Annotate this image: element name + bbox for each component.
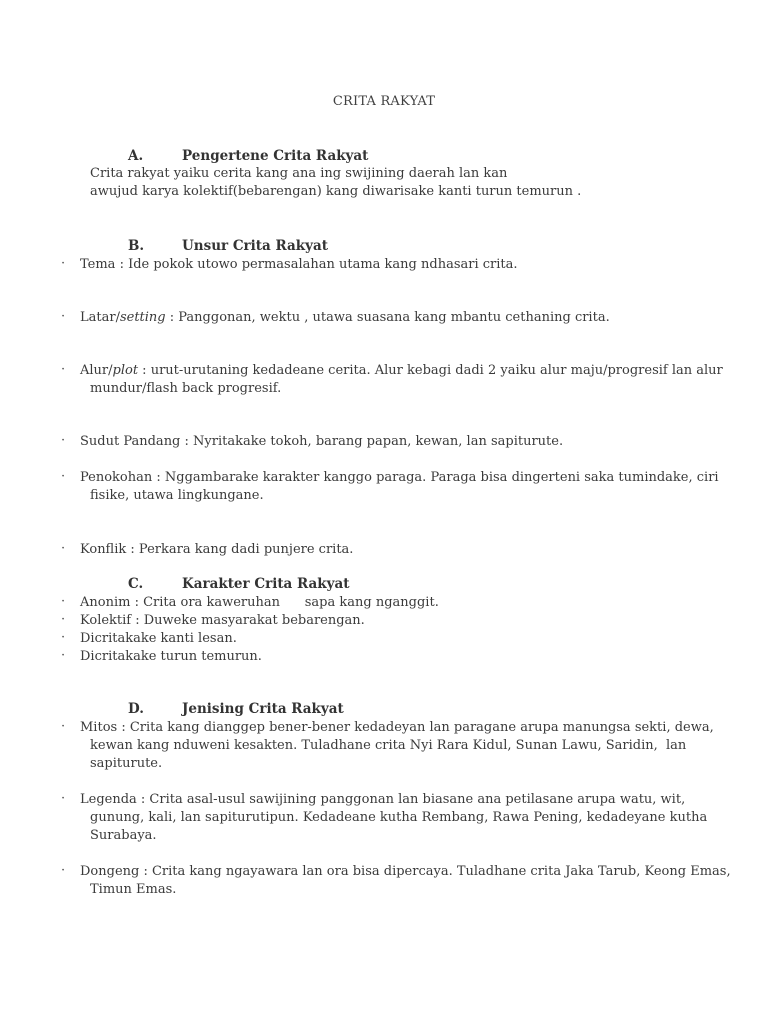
bullet-icon: · [61, 541, 66, 556]
list-item-legenda [80, 791, 707, 845]
bullet-icon: · [61, 648, 66, 663]
item-term: plot [112, 363, 139, 378]
paragraph-line: Crita rakyat yaiku cerita kang ana ing swijining daerah lan kan [90, 166, 508, 181]
list-item-mitos [80, 719, 714, 773]
item-text: : urut-urutaning kedadeane cerita. Alur kebagi dadi 2 yaiku alur maju/progresif lan alur [138, 363, 723, 378]
definition-paragraph [90, 165, 581, 201]
item-text: : Panggonan, wektu , utawa suasana kang mbantu cethaning crita. [165, 310, 610, 325]
list-item-konflik [80, 541, 353, 559]
bullet-icon: · [61, 594, 66, 609]
item-text: Latar/ [80, 310, 120, 325]
item-continuation: kewan kang nduweni kesakten. Tuladhane crita Nyi Rara Kidul, Sunan Lawu, Saridin, lan [90, 738, 687, 753]
bullet-icon: · [61, 863, 66, 878]
bullet-icon: · [61, 469, 66, 484]
item-text: Anonim : Crita ora kaweruhan sapa kang nganggit. [80, 595, 439, 610]
section-heading-b [128, 238, 328, 254]
item-text: Mitos : Crita kang dianggep bener-bener kedadeyan lan paragane arupa manungsa sekti, dewa, [80, 720, 714, 735]
section-letter: C. [128, 576, 144, 592]
bullet-icon: · [61, 791, 66, 806]
item-text: Dongeng : Crita kang ngayawara lan ora bisa dipercaya. Tuladhane crita Jaka Tarub, Keong Emas, [80, 864, 731, 879]
section-heading-a [128, 148, 368, 164]
item-continuation: gunung, kali, lan sapiturutipun. Kedadeane kutha Rembang, Rawa Pening, kedadeyane kutha [90, 810, 708, 825]
item-continuation: Surabaya. [90, 828, 157, 843]
item-continuation: sapiturute. [90, 756, 163, 771]
bullet-icon: · [61, 719, 66, 734]
bullet-icon: · [61, 362, 66, 377]
section-title: Unsur Crita Rakyat [182, 238, 328, 254]
bullet-icon: · [61, 630, 66, 645]
item-text: Alur/ [80, 363, 113, 378]
list-item-kolektif [80, 612, 365, 630]
bullet-icon: · [61, 256, 66, 271]
item-continuation: mundur/flash back progresif. [90, 381, 282, 396]
document-title: CRITA RAKYAT [332, 94, 436, 109]
list-item-alur [80, 362, 723, 398]
item-continuation: Timun Emas. [90, 882, 177, 897]
item-text: Tema : Ide pokok utowo permasalahan utama kang ndhasari crita. [80, 257, 518, 272]
list-item-tema [80, 256, 518, 274]
item-text: Sudut Pandang : Nyritakake tokoh, barang papan, kewan, lan sapiturute. [80, 434, 564, 449]
section-letter: B. [128, 238, 145, 254]
list-item-sudut-pandang [80, 433, 563, 451]
item-text: Legenda : Crita asal-usul sawijining panggonan lan biasane ana petilasane arupa watu, wit, [80, 792, 686, 807]
item-text: Konflik : Perkara kang dadi punjere crita. [80, 542, 354, 557]
item-term: setting [119, 310, 166, 325]
section-letter: D. [128, 701, 144, 717]
list-item-anonim [80, 594, 439, 612]
list-item-penokohan [80, 469, 719, 505]
paragraph-line: awujud karya kolektif(bebarengan) kang diwarisake kanti turun temurun . [90, 184, 582, 199]
section-title: Karakter Crita Rakyat [182, 576, 350, 592]
bullet-icon: · [61, 433, 66, 448]
list-item-turun-temurun [80, 648, 262, 666]
item-text: Penokohan : Nggambarake karakter kanggo paraga. Paraga bisa dingerteni saka tumindake, ciri [80, 470, 719, 485]
item-continuation: fisike, utawa lingkungane. [90, 488, 264, 503]
section-title: Jenising Crita Rakyat [182, 701, 344, 717]
item-text: Dicritakake turun temurun. [80, 649, 262, 664]
section-heading-d [128, 701, 344, 717]
bullet-icon: · [61, 309, 66, 324]
list-item-lesan [80, 630, 237, 648]
section-title: Pengertene Crita Rakyat [182, 148, 369, 164]
list-item-dongeng [80, 863, 731, 899]
bullet-icon: · [61, 612, 66, 627]
item-text: Dicritakake kanti lesan. [80, 631, 237, 646]
item-text: Kolektif : Duweke masyarakat bebarengan. [80, 613, 365, 628]
section-heading-c [128, 576, 349, 592]
section-letter: A. [128, 148, 144, 164]
list-item-latar [80, 309, 610, 327]
